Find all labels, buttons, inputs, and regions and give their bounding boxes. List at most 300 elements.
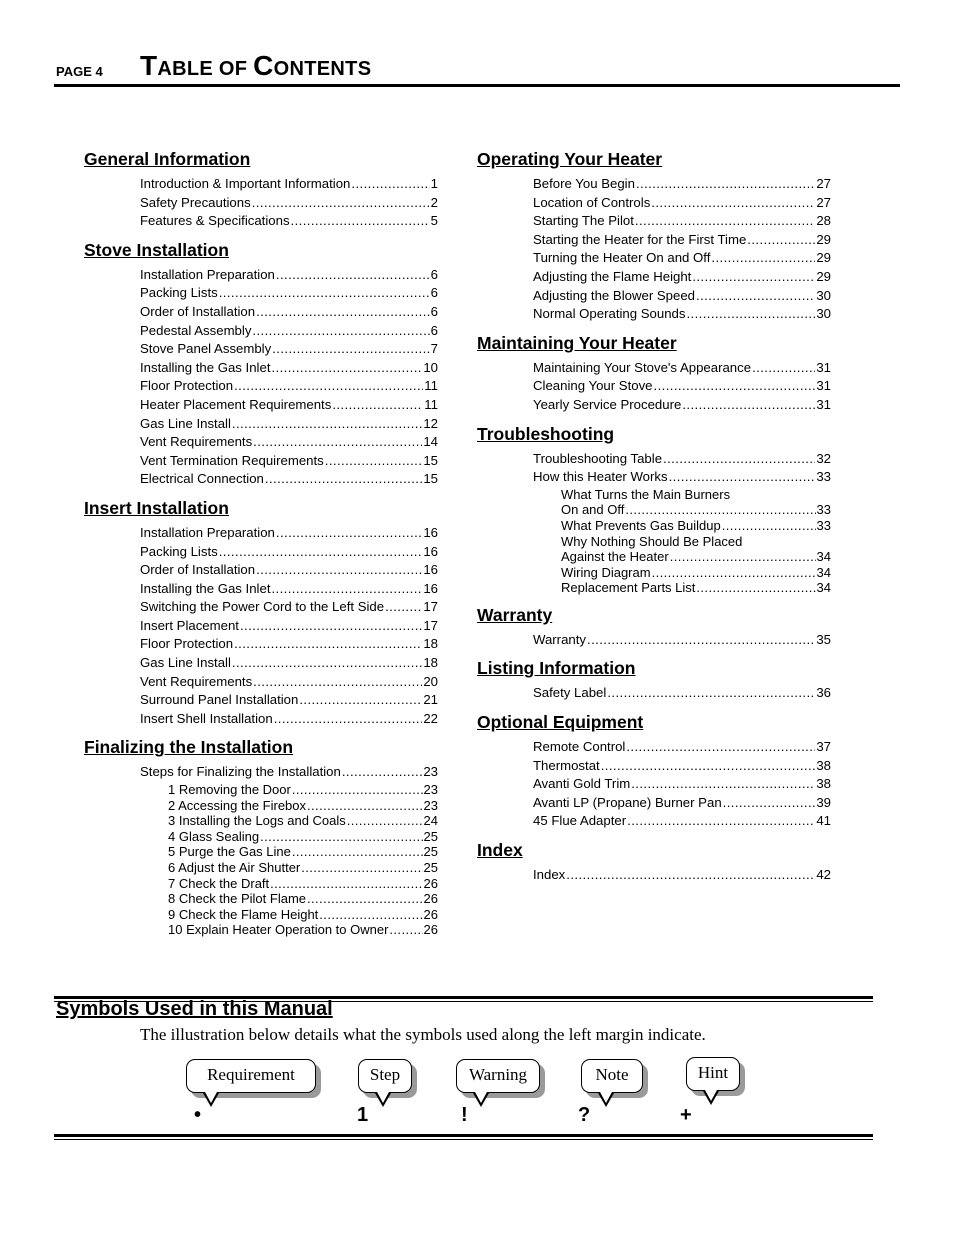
toc-entry[interactable] <box>168 876 438 892</box>
toc-entry-page: 25 <box>423 844 438 860</box>
toc-entry-title: Insert Shell Installation <box>140 710 273 726</box>
section-heading[interactable]: Optional Equipment <box>477 712 644 733</box>
toc-entry-title: Order of Installation <box>140 562 256 578</box>
toc-entry-page: 28 <box>816 213 831 229</box>
toc-section <box>477 148 831 324</box>
toc-entry-title: Vent Requirements <box>140 673 253 689</box>
toc-entry-page: 26 <box>423 891 438 907</box>
toc-entry-title: Packing Lists <box>140 285 218 301</box>
dot-leader <box>291 212 430 231</box>
toc-entry-title: 2 Accessing the Firebox <box>168 797 307 813</box>
toc-entry-page: 34 <box>816 580 831 596</box>
toc-entry-page: 31 <box>816 396 831 412</box>
toc-entry-page: 27 <box>816 176 831 191</box>
toc-entry[interactable] <box>533 794 831 813</box>
toc-entry-title: 9 Check the Flame Height <box>168 906 319 922</box>
requirement-symbol-icon: • <box>194 1104 202 1126</box>
dot-leader <box>240 617 422 636</box>
toc-entry-page: 7 <box>430 341 438 357</box>
toc-entry[interactable] <box>140 322 438 341</box>
toc-entry[interactable] <box>168 829 438 845</box>
dot-leader <box>696 580 815 596</box>
toc-entry-title: Adjusting the Blower Speed <box>533 287 696 303</box>
dot-leader <box>696 287 815 306</box>
toc-entry-title: Adjusting the Flame Height <box>533 268 692 284</box>
toc-entry[interactable] <box>533 175 831 194</box>
dot-leader <box>256 561 422 580</box>
dot-leader <box>307 798 423 814</box>
toc-entry-page: 32 <box>816 450 831 466</box>
toc-entry-page: 11 <box>424 396 438 412</box>
symbols-description: The illustration below details what the symbols used along the left margin indicate. <box>140 1025 706 1044</box>
dot-leader <box>219 284 430 303</box>
toc-entry-page: 29 <box>816 268 831 284</box>
dot-leader <box>711 249 815 268</box>
toc-entry-title: Introduction & Important Information <box>140 176 351 191</box>
toc-entry-page: 38 <box>816 776 831 792</box>
toc-entry[interactable] <box>533 377 831 396</box>
toc-entry[interactable] <box>533 812 831 831</box>
toc-entry-title: Heater Placement Requirements <box>140 396 332 412</box>
toc-entry[interactable] <box>140 396 438 415</box>
toc-entry-title: Order of Installation <box>140 303 256 319</box>
toc-entry[interactable] <box>533 305 831 324</box>
toc-entry[interactable] <box>533 468 831 487</box>
dot-leader <box>234 377 423 396</box>
toc-section <box>477 604 831 650</box>
toc-entry-title: Floor Protection <box>140 378 234 394</box>
toc-section <box>84 148 438 231</box>
dot-leader <box>276 524 422 543</box>
dot-leader <box>272 340 429 359</box>
dot-leader <box>301 860 422 876</box>
toc-entry-title: Gas Line Install <box>140 655 231 671</box>
toc-section <box>477 332 831 415</box>
bubble-tail <box>703 1091 719 1105</box>
toc-entry-page: 18 <box>423 655 438 671</box>
toc-section <box>84 497 438 729</box>
dot-leader <box>276 266 430 285</box>
toc-entry[interactable] <box>140 452 438 471</box>
toc-entry-page: 37 <box>816 739 831 755</box>
dot-leader <box>219 543 423 562</box>
dot-leader <box>722 518 816 534</box>
toc-entry[interactable] <box>561 565 831 581</box>
toc-entry[interactable] <box>533 775 831 794</box>
toc-entry-title: Remote Control <box>533 739 626 755</box>
toc-entry-page: 42 <box>816 867 831 883</box>
toc-left-column <box>84 148 438 946</box>
toc-entry-title: Normal Operating Sounds <box>533 306 686 322</box>
toc-entry[interactable] <box>140 175 438 194</box>
toc-entry-page: 15 <box>423 471 438 487</box>
toc-section <box>477 711 831 831</box>
toc-entry-title: Switching the Power Cord to the Left Side <box>140 599 385 615</box>
toc-entry-page: 1 <box>430 176 438 191</box>
section-heading[interactable]: Stove Installation <box>84 239 229 260</box>
toc-entry-title: Thermostat <box>533 757 600 773</box>
toc-entry[interactable] <box>140 580 438 599</box>
dot-leader <box>292 782 423 798</box>
toc-entry-page: 34 <box>816 549 831 565</box>
warning-bubble: Warning <box>456 1059 540 1093</box>
toc-entry-title: Wiring Diagram <box>561 564 651 580</box>
hint-symbol-icon: + <box>680 1104 692 1126</box>
dot-leader <box>723 794 816 813</box>
toc-entry[interactable] <box>140 598 438 617</box>
toc-entry-title: 45 Flue Adapter <box>533 813 627 829</box>
toc-entry-page: 16 <box>423 562 438 578</box>
dot-leader <box>342 763 422 782</box>
toc-entry-title: Vent Requirements <box>140 434 253 450</box>
toc-section <box>84 239 438 489</box>
toc-entry[interactable] <box>140 470 438 489</box>
toc-entry[interactable] <box>533 231 831 250</box>
section-heading[interactable]: Insert Installation <box>84 497 229 518</box>
toc-entry-page: 39 <box>816 794 831 810</box>
toc-entry-page: 10 <box>423 359 438 375</box>
dot-leader <box>670 549 816 565</box>
toc-entry-title: Turning the Heater On and Off <box>533 250 711 266</box>
toc-entry-title: What Turns the Main Burners <box>561 486 731 502</box>
toc-entry[interactable] <box>140 303 438 322</box>
toc-entry-title: Surround Panel Installation <box>140 692 299 708</box>
toc-entry-page: 35 <box>816 631 831 647</box>
toc-entry-page: 6 <box>430 266 438 282</box>
toc-entry-title: How this Heater Works <box>533 469 668 485</box>
section-heading[interactable]: Index <box>477 840 523 861</box>
toc-section <box>477 657 831 703</box>
dot-leader <box>654 377 816 396</box>
divider <box>54 1139 873 1140</box>
toc-entry-page: 18 <box>423 636 438 652</box>
toc-entry-title: Avanti Gold Trim <box>533 776 631 792</box>
toc-entry-page: 6 <box>430 322 438 338</box>
dot-leader <box>669 468 816 487</box>
dot-leader <box>682 396 815 415</box>
section-heading[interactable]: Finalizing the Installation <box>84 737 294 758</box>
toc-entry-title: Starting the Heater for the First Time <box>533 231 747 247</box>
dot-leader <box>252 194 430 213</box>
toc-entry-title: Safety Precautions <box>140 194 251 210</box>
toc-entry-page: 25 <box>423 860 438 875</box>
toc-entry-title: Why Nothing Should Be Placed <box>561 533 743 549</box>
dot-leader <box>752 359 815 378</box>
toc-entry[interactable] <box>168 891 438 907</box>
bubble-tail <box>473 1093 489 1107</box>
dot-leader <box>232 654 422 673</box>
toc-entry[interactable] <box>140 359 438 378</box>
toc-entry[interactable] <box>533 684 831 703</box>
toc-entry-page: 24 <box>423 813 438 829</box>
dot-leader <box>252 322 429 341</box>
toc-entry-list <box>140 175 438 231</box>
toc-entry-title: Avanti LP (Propane) Burner Pan <box>533 794 722 810</box>
toc-entry-page: 31 <box>816 378 831 394</box>
toc-entry-page: 26 <box>423 875 438 891</box>
toc-entry-title: 7 Check the Draft <box>168 875 270 891</box>
toc-entry-page: 17 <box>423 599 438 615</box>
dot-leader <box>389 922 422 938</box>
dot-leader <box>566 866 815 885</box>
toc-entry[interactable] <box>140 635 438 654</box>
toc-entry-title: Replacement Parts List <box>561 580 696 596</box>
dot-leader <box>265 470 422 489</box>
toc-entry[interactable] <box>140 561 438 580</box>
toc-entry-page: 6 <box>430 303 438 319</box>
toc-entry-page: 36 <box>816 685 831 701</box>
toc-entry-title: Maintaining Your Stove's Appearance <box>533 359 752 375</box>
toc-entry-title: Installing the Gas Inlet <box>140 359 271 375</box>
toc-entry-list <box>140 763 438 938</box>
toc-entry[interactable] <box>140 194 438 213</box>
toc-entry-title: 3 Installing the Logs and Coals <box>168 813 346 829</box>
toc-entry-title: Before You Begin <box>533 176 635 191</box>
toc-entry[interactable] <box>168 907 438 923</box>
dot-leader <box>692 268 815 287</box>
dot-leader <box>631 775 815 794</box>
section-heading[interactable]: General Information <box>84 149 251 169</box>
toc-entry-page: 26 <box>423 922 438 938</box>
toc-entry-list <box>533 738 831 831</box>
toc-entry-page: 26 <box>423 906 438 922</box>
page-number-label: PAGE 4 <box>56 64 103 79</box>
toc-entry[interactable] <box>140 524 438 543</box>
toc-entry[interactable] <box>533 757 831 776</box>
toc-entry-title: Installation Preparation <box>140 266 275 282</box>
toc-entry-title: 4 Glass Sealing <box>168 828 260 844</box>
toc-entry[interactable] <box>561 518 831 534</box>
toc-entry-title: Yearly Service Procedure <box>533 396 682 412</box>
toc-entry[interactable] <box>561 487 831 503</box>
toc-entry-page: 16 <box>423 580 438 596</box>
toc-entry-page: 27 <box>816 194 831 210</box>
toc-entry-list <box>140 266 438 489</box>
dot-leader <box>332 396 423 415</box>
dot-leader <box>260 829 422 845</box>
toc-entry-title: Features & Specifications <box>140 213 290 229</box>
dot-leader <box>274 710 423 729</box>
toc-entry[interactable] <box>533 631 831 650</box>
section-heading[interactable]: Warranty <box>477 604 553 625</box>
toc-entry[interactable] <box>561 549 831 565</box>
toc-entry[interactable] <box>140 673 438 692</box>
section-heading[interactable]: Troubleshooting <box>477 423 615 444</box>
toc-entry-page: 12 <box>423 415 438 431</box>
dot-leader <box>271 580 422 599</box>
toc-entry[interactable] <box>168 813 438 829</box>
step-bubble: Step <box>358 1059 412 1093</box>
toc-entry-list <box>140 524 438 729</box>
step-symbol-icon: 1 <box>357 1104 369 1126</box>
toc-entry-title: Index <box>533 867 566 883</box>
dot-leader <box>635 212 815 231</box>
dot-leader <box>234 635 422 654</box>
toc-entry[interactable] <box>140 284 438 303</box>
page-header <box>54 50 900 87</box>
toc-entry-title: 1 Removing the Door <box>168 782 291 798</box>
warning-symbol-icon: ! <box>461 1104 468 1126</box>
toc-entry-page: 29 <box>816 250 831 266</box>
dot-leader <box>270 876 422 892</box>
divider <box>54 1134 873 1137</box>
toc-entry-title: Electrical Connection <box>140 471 264 487</box>
note-symbol-icon: ? <box>578 1104 591 1126</box>
dot-leader <box>253 433 422 452</box>
toc-entry[interactable] <box>140 212 438 231</box>
toc-entry-title: Packing Lists <box>140 543 218 559</box>
dot-leader <box>319 907 422 923</box>
toc-entry-page: 34 <box>816 564 831 580</box>
toc-entry-page: 16 <box>423 543 438 559</box>
toc-entry-title: 5 Purge the Gas Line <box>168 844 291 860</box>
toc-entry[interactable] <box>168 860 438 876</box>
toc-entry[interactable] <box>533 212 831 231</box>
toc-entry-title: Installing the Gas Inlet <box>140 580 271 596</box>
dot-leader <box>601 757 816 776</box>
toc-entry[interactable] <box>140 710 438 729</box>
toc-entry-page: 25 <box>423 828 438 844</box>
toc-entry[interactable] <box>168 798 438 814</box>
toc-entry[interactable] <box>140 340 438 359</box>
toc-entry[interactable] <box>140 433 438 452</box>
toc-entry-list <box>533 866 831 885</box>
bubble-tail <box>598 1093 614 1107</box>
dot-leader <box>385 598 422 617</box>
toc-entry-page: 30 <box>816 287 831 303</box>
dot-leader <box>636 175 815 194</box>
toc-entry[interactable] <box>561 580 831 596</box>
toc-section <box>477 839 831 885</box>
toc-entry[interactable] <box>168 782 438 798</box>
toc-entry-page: 33 <box>816 502 831 518</box>
dot-leader <box>307 891 423 907</box>
toc-entry-page: 38 <box>816 757 831 773</box>
toc-entry-title: Against the Heater <box>561 549 669 565</box>
toc-entry[interactable] <box>561 534 831 550</box>
toc-entry-list <box>533 175 831 324</box>
dot-leader <box>747 231 815 250</box>
toc-entry-title: Insert Placement <box>140 617 239 633</box>
toc-entry-title: 10 Explain Heater Operation to Owner <box>168 922 389 938</box>
toc-entry[interactable] <box>140 377 438 396</box>
toc-entry[interactable] <box>140 654 438 673</box>
dot-leader <box>607 684 815 703</box>
dot-leader <box>626 738 815 757</box>
toc-entry-title: Floor Protection <box>140 636 234 652</box>
toc-entry-title: What Prevents Gas Buildup <box>561 517 721 533</box>
toc-entry[interactable] <box>140 617 438 636</box>
dot-leader <box>256 303 430 322</box>
toc-entry[interactable] <box>168 844 438 860</box>
dot-leader <box>651 194 815 213</box>
toc-entry-title: Vent Termination Requirements <box>140 452 324 468</box>
toc-entry[interactable] <box>140 266 438 285</box>
toc-entry[interactable] <box>140 763 438 782</box>
toc-entry-page: 23 <box>423 782 438 798</box>
toc-entry-page: 11 <box>424 378 438 394</box>
dot-leader <box>351 175 429 194</box>
toc-entry-page: 16 <box>423 524 438 540</box>
toc-entry-title: Safety Label <box>533 685 607 701</box>
toc-entry[interactable] <box>140 415 438 434</box>
toc-entry-page: 33 <box>816 517 831 533</box>
dot-leader <box>271 359 422 378</box>
toc-entry-page: 22 <box>423 710 438 726</box>
toc-entry[interactable] <box>533 866 831 885</box>
toc-entry-page: 2 <box>430 194 438 210</box>
toc-entry-page: 23 <box>423 764 438 780</box>
toc-entry[interactable] <box>533 287 831 306</box>
toc-entry-title: Installation Preparation <box>140 524 275 540</box>
toc-entry-list <box>533 359 831 415</box>
toc-entry-title: Warranty <box>533 631 587 647</box>
toc-entry-page: 21 <box>423 692 438 708</box>
toc-entry[interactable] <box>533 194 831 213</box>
toc-entry-title: Cleaning Your Stove <box>533 378 653 394</box>
toc-entry-page: 33 <box>816 469 831 485</box>
requirement-bubble: Requirement <box>186 1059 316 1093</box>
toc-entry[interactable] <box>533 738 831 757</box>
dot-leader <box>292 844 423 860</box>
page-title: TABLE OF CONTENTS <box>140 50 372 81</box>
toc-entry-list <box>533 450 831 596</box>
toc-entry-title: Stove Panel Assembly <box>140 341 272 357</box>
toc-entry[interactable] <box>168 922 438 938</box>
dot-leader <box>625 502 815 518</box>
dot-leader <box>587 631 815 650</box>
toc-entry-title: On and Off <box>561 502 625 518</box>
section-heading[interactable]: Listing Information <box>477 658 636 679</box>
symbols-section-title: Symbols Used in this Manual <box>56 998 333 1020</box>
bubble-tail <box>203 1093 219 1107</box>
section-heading[interactable]: Operating Your Heater <box>477 149 663 169</box>
toc-entry[interactable] <box>140 543 438 562</box>
toc-entry[interactable] <box>533 268 831 287</box>
toc-entry-page: 29 <box>816 231 831 247</box>
dot-leader <box>253 673 422 692</box>
dot-leader <box>299 691 422 710</box>
dot-leader <box>325 452 423 471</box>
dot-leader <box>232 415 422 434</box>
section-heading[interactable]: Maintaining Your Heater <box>477 332 677 353</box>
toc-entry[interactable] <box>533 396 831 415</box>
toc-entry-page: 41 <box>816 813 831 829</box>
toc-entry-page: 15 <box>423 452 438 468</box>
toc-entry-list <box>533 631 831 650</box>
dot-leader <box>663 450 815 469</box>
dot-leader <box>347 813 423 829</box>
toc-entry[interactable] <box>533 249 831 268</box>
toc-entry-title: 6 Adjust the Air Shutter <box>168 860 301 875</box>
toc-entry[interactable] <box>561 502 831 518</box>
bubble-tail <box>375 1093 391 1107</box>
dot-leader <box>627 812 815 831</box>
toc-entry[interactable] <box>533 450 831 469</box>
toc-entry-page: 30 <box>816 306 831 322</box>
toc-entry-page: 23 <box>423 797 438 813</box>
toc-entry-page: 6 <box>430 285 438 301</box>
dot-leader <box>652 565 816 581</box>
toc-entry-title: Steps for Finalizing the Installation <box>140 764 341 780</box>
toc-entry-page: 31 <box>816 359 831 375</box>
toc-entry-title: 8 Check the Pilot Flame <box>168 891 307 907</box>
toc-entry-page: 17 <box>423 617 438 633</box>
hint-bubble: Hint <box>686 1057 740 1091</box>
note-bubble: Note <box>581 1059 643 1093</box>
toc-entry[interactable] <box>533 359 831 378</box>
toc-entry[interactable] <box>140 691 438 710</box>
